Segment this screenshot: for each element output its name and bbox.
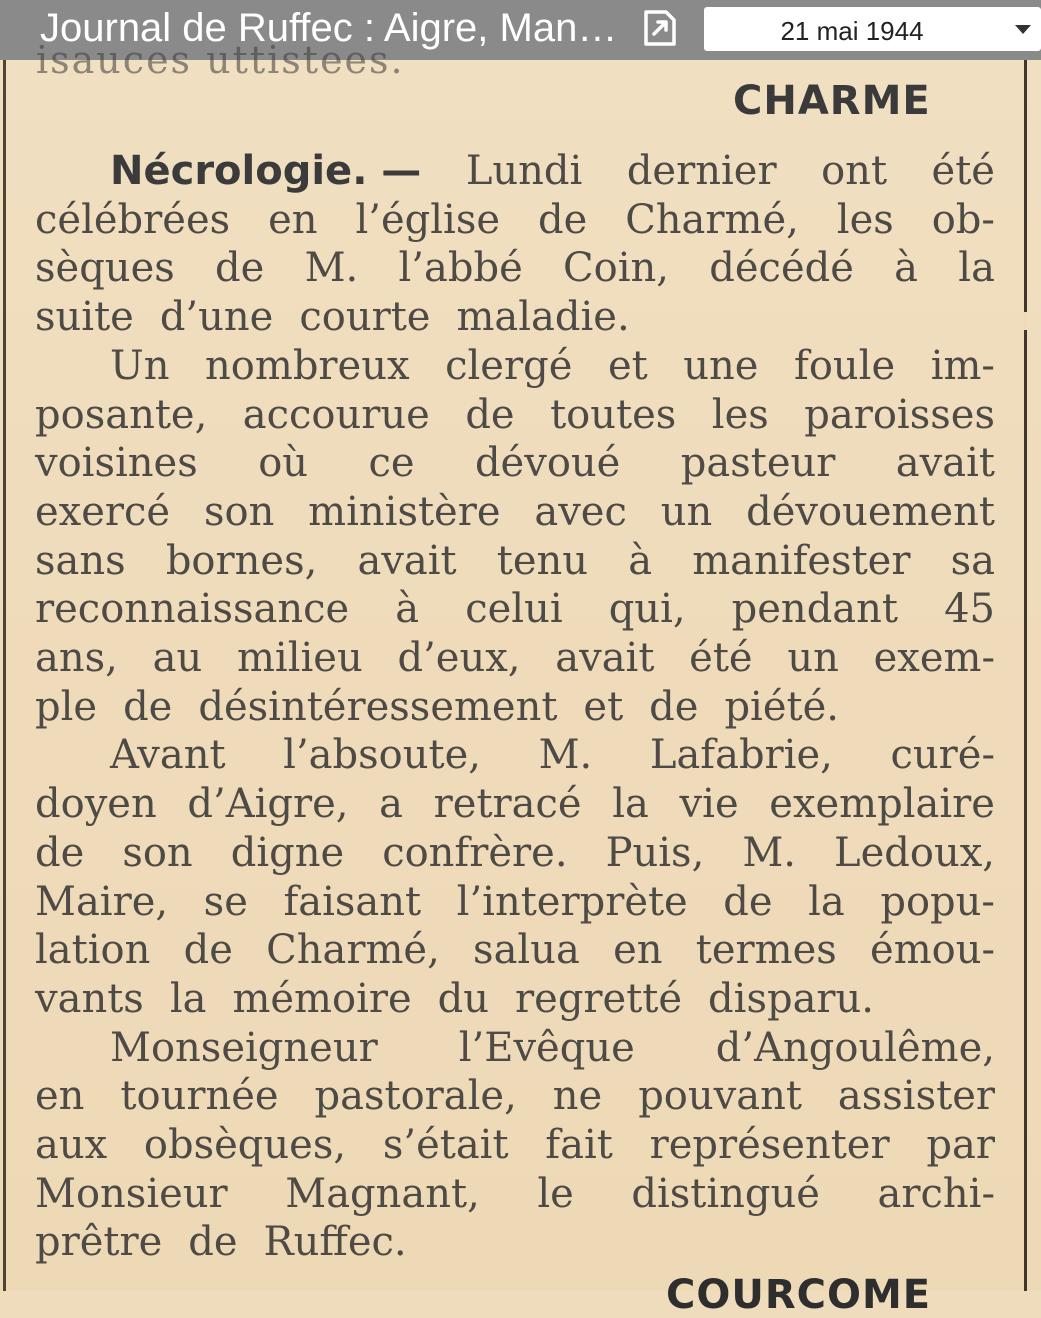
article-word: représenter (649, 1122, 890, 1168)
article-line (35, 781, 995, 829)
article-word: piété. (724, 683, 839, 730)
article-word: Puis, (605, 829, 705, 876)
article-word: son (122, 829, 193, 876)
article-word: sans (35, 537, 126, 584)
article-word: Avant (110, 732, 226, 779)
article-word: courte (299, 294, 431, 341)
article-word: popu- (880, 878, 995, 925)
article-word: digne (230, 829, 345, 876)
article-word: avait (895, 440, 995, 487)
article-word: im- (930, 342, 995, 389)
article-word: tenu (496, 537, 589, 584)
article-line (35, 1171, 995, 1219)
article-word: retracé (433, 781, 582, 828)
article-word: exem- (873, 635, 995, 681)
article-word: de (465, 391, 515, 438)
export-doc-icon[interactable] (636, 4, 684, 52)
article-word: été (689, 635, 753, 681)
cutoff-text-top: isauces uttistees. (36, 38, 405, 82)
next-section-heading: COURCOME (666, 1272, 932, 1318)
article-word: distingué (631, 1170, 820, 1217)
article-word: exemplaire (769, 781, 995, 828)
article-word: mémoire (232, 975, 412, 1022)
article-word: ce (368, 440, 415, 487)
article-word: pasteur (680, 440, 836, 487)
article-word: M. (304, 245, 359, 292)
newspaper-scan[interactable] (0, 38, 1041, 1318)
article-line (35, 538, 995, 586)
article-word: avait (555, 635, 655, 681)
article-word: Un (110, 342, 170, 389)
article-line (35, 976, 995, 1024)
article-word: disparu. (708, 975, 875, 1022)
article-word: clergé (445, 342, 573, 389)
article-word: le (537, 1170, 574, 1217)
article-word: été (931, 148, 995, 194)
article-line (35, 684, 995, 732)
article-line (35, 635, 995, 683)
article-word: regretté (515, 975, 683, 1022)
article-word: Monsieur (35, 1170, 228, 1217)
article-word: paroisses (804, 391, 995, 438)
article-word: Ruffec. (263, 1219, 407, 1266)
article-word: confrère. (382, 829, 568, 876)
article-word: pouvant (638, 1073, 802, 1120)
article-word: de (723, 878, 773, 925)
article-word: l’église (355, 196, 501, 243)
article-word: ans, (35, 635, 118, 681)
article-word: une (683, 342, 759, 389)
article-word: Charmé, (625, 196, 799, 243)
article-word: émou- (870, 927, 995, 974)
article-word: celui (465, 586, 563, 633)
article-word: à (894, 245, 919, 292)
article-word: Coin, (563, 245, 669, 292)
article-word: en (268, 196, 318, 243)
article-word: ob- (931, 196, 995, 243)
article-word: se (203, 878, 248, 925)
article-word: Maire, (35, 878, 169, 925)
article-word: de (537, 196, 588, 243)
article-word: d’eux, (397, 635, 521, 681)
article-word: termes (695, 927, 837, 974)
article-word: à (395, 586, 420, 633)
article-word: dernier (626, 148, 777, 194)
column-rule-left (3, 60, 6, 1291)
article-word: maladie. (456, 294, 630, 341)
article-line (110, 148, 995, 196)
article-word: archi- (877, 1170, 995, 1217)
article-word: la (808, 878, 845, 925)
article-line (35, 879, 995, 927)
article-word: un (660, 488, 713, 535)
article-word: de (649, 683, 699, 730)
article-word: la (612, 781, 649, 828)
article-word: d’une (159, 294, 274, 341)
article-word: au (152, 635, 203, 681)
article-word: l’Evêque (458, 1024, 635, 1071)
article-word: ne (552, 1073, 603, 1120)
article-word: et (583, 683, 624, 730)
article-word: voisines (35, 440, 198, 487)
article-line (35, 294, 995, 342)
article-word: doyen (35, 781, 157, 828)
article-word: de (183, 927, 233, 974)
article-word: vants (35, 975, 144, 1022)
article-word: d’Aigre, (187, 781, 349, 828)
article-word: à (628, 537, 653, 584)
article-word: nombreux (205, 342, 410, 389)
article-word: toutes (550, 391, 677, 438)
article-word: l’absoute, (283, 732, 481, 779)
article-line (35, 245, 995, 293)
article-word: manifester (692, 537, 911, 584)
article-word: célébrées (35, 196, 231, 243)
article-word: suite (35, 294, 134, 341)
article-word: sèques (35, 245, 175, 292)
article-word: de (123, 683, 173, 730)
article-word: avait (357, 537, 457, 584)
article-word: exercé (35, 488, 171, 535)
article-word: de (188, 1219, 238, 1266)
article-word: de (35, 829, 85, 876)
article-line (35, 830, 995, 878)
article-word: dévouement (746, 488, 995, 535)
article-word: M. (742, 829, 796, 876)
article-word: en (613, 927, 663, 974)
article-word: milieu (236, 635, 363, 681)
article-line (35, 197, 995, 245)
date-selected-label: 21 mai 1944 (780, 16, 924, 46)
article-line (35, 927, 995, 975)
article-word: Lundi (465, 148, 583, 194)
article-line (35, 1122, 995, 1170)
article-word: assister (837, 1073, 995, 1120)
article-word: prêtre (35, 1219, 163, 1266)
article-word: dévoué (474, 440, 621, 487)
article-line (35, 586, 995, 634)
article-line (35, 440, 995, 488)
article-word: Lafabrie, (649, 732, 833, 779)
article-word: obsèques, (143, 1122, 347, 1168)
article-line (35, 489, 995, 537)
article-word: tournée (120, 1073, 279, 1120)
article-word: ple (35, 683, 98, 730)
article-word: la (958, 245, 995, 292)
chevron-down-icon (1015, 25, 1031, 34)
article-word: l’interprète (456, 878, 688, 925)
article-word: lation (35, 927, 151, 974)
article-word: la (169, 975, 207, 1022)
article-word: qui, (608, 586, 686, 633)
article-word: où (258, 440, 309, 487)
article-word: du (437, 975, 490, 1022)
article-line (35, 1073, 995, 1121)
article-word: M. (538, 732, 593, 779)
article-word: Monseigneur (110, 1024, 378, 1071)
article-word: salua (473, 927, 580, 974)
article-word: un (787, 635, 839, 681)
article-word: vie (679, 781, 739, 828)
article-word: l’abbé (398, 245, 523, 292)
document-title: Journal de Ruffec : Aigre, Man… (40, 6, 618, 50)
article-word: de (215, 245, 265, 292)
article-word: les (836, 196, 894, 243)
article-word: décédé (709, 245, 854, 292)
article-word: Magnant, (285, 1170, 480, 1217)
article-word: ont (821, 148, 888, 194)
article-line (35, 1219, 995, 1267)
article-line (35, 392, 995, 440)
article-word: aux (35, 1122, 108, 1168)
article-word: Charmé, (266, 927, 440, 974)
article-lead: Nécrologie. — (110, 148, 422, 194)
date-dropdown[interactable] (704, 7, 1041, 51)
article-word: Ledoux, (834, 829, 995, 876)
article-word: d’Angoulême, (715, 1024, 995, 1071)
article-word: sa (950, 537, 995, 584)
column-rule-right (1024, 60, 1027, 1291)
article-word: curé- (890, 732, 995, 779)
article-word: ministère (308, 488, 501, 535)
article-word: a (379, 781, 404, 828)
article-word: pendant (731, 586, 898, 633)
article-word: par (926, 1122, 995, 1168)
article-word: 45 (944, 586, 995, 633)
article-line (110, 732, 995, 780)
article-word: reconnaissance (35, 586, 350, 633)
article-word: son (203, 488, 275, 535)
article-line (110, 1025, 995, 1073)
article-word: avec (534, 488, 627, 535)
article-word: pastorale, (314, 1073, 517, 1120)
article-word: accourue (242, 391, 430, 438)
article-word: foule (794, 342, 896, 389)
article-word: s’était (382, 1122, 509, 1168)
article-word: et (607, 342, 648, 389)
section-heading: CHARME (733, 78, 931, 124)
article-word: les (711, 391, 769, 438)
column-rule-gap (1024, 312, 1027, 330)
article-word: bornes, (165, 537, 318, 584)
article-word: posante, (35, 391, 208, 438)
article-word: désintéressement (198, 683, 558, 730)
article-word: faisant (283, 878, 422, 925)
article-word: en (35, 1073, 85, 1120)
article-word: fait (545, 1122, 613, 1168)
article-line (110, 343, 995, 391)
